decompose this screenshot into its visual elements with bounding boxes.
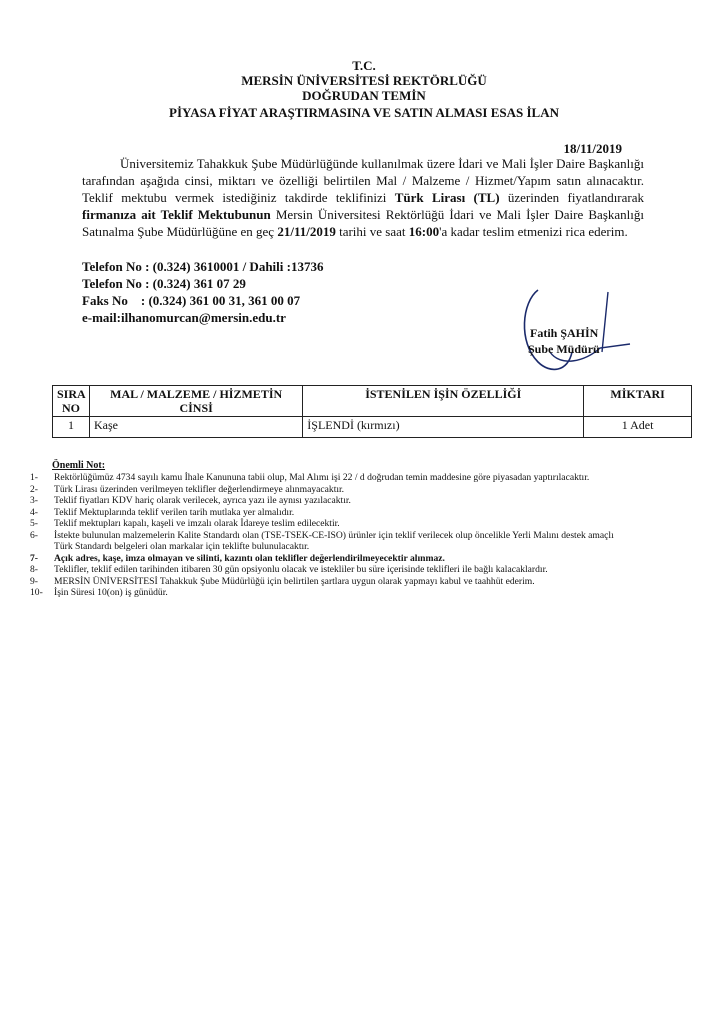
list-item: 8- Teklifler, teklif edilen tarihinden itibaren 30 gün opsiyonlu olacak ve istekliler bu süre içerisinde teklifleri ile bağlı kalacaklardır. bbox=[30, 564, 548, 575]
contact-email: e-mail:ilhanomurcan@mersin.edu.tr bbox=[82, 310, 286, 325]
cell-miktar: 1 Adet bbox=[584, 417, 692, 438]
list-item: 9- MERSİN ÜNİVERSİTESİ Tahakkuk Şube Müdürlüğü için belirtilen şartlara uygun olarak yapmayı kabul ve taahhüt ederim. bbox=[30, 575, 535, 587]
header-tc: T.C. bbox=[352, 58, 376, 73]
contact-phone-2: Telefon No : (0.324) 361 07 29 bbox=[82, 276, 246, 291]
list-item: 2- Türk Lirası üzerinden verilmeyen teklifler değerlendirmeye alınmayacaktır. bbox=[30, 483, 345, 495]
cell-sira: 1 bbox=[53, 417, 90, 438]
notes-title: Önemli Not: bbox=[52, 460, 106, 471]
signature-block bbox=[520, 282, 640, 382]
list-item: 3- Teklif fiyatları KDV hariç olarak verilecek, ayrıca yazı ile aynısı yazılacaktır. bbox=[30, 495, 351, 506]
header-ozellik: İSTENİLEN İŞİN ÖZELLİĞİ bbox=[303, 386, 584, 417]
items-table bbox=[52, 385, 692, 438]
cell-malzeme: Kaşe bbox=[90, 417, 303, 438]
header-announcement-title: PİYASA FİYAT ARAŞTIRMASINA VE SATIN ALMASI ESAS İLAN bbox=[169, 105, 559, 120]
header-malzeme: MAL / MALZEME / HİZMETİN CİNSİ bbox=[90, 386, 303, 417]
document-date: 18/11/2019 bbox=[563, 141, 622, 156]
list-item: 5- Teklif mektupları kapalı, kaşeli ve imzalı olarak İdareye teslim edilecektir. bbox=[30, 518, 340, 529]
list-item: 4- Teklif Mektuplarında teklif verilen tarih mutlaka yer almalıdır. bbox=[30, 506, 295, 518]
contact-fax: Faks No : (0.324) 361 00 31, 361 00 07 bbox=[82, 293, 301, 308]
list-item: 1- Rektörlüğümüz 4734 sayılı kamu İhale Kanununa tabii olup, Mal Alımı işi 22 / d doğrudan temin maddesine göre piyasadan yaptırılacaktır. bbox=[30, 472, 590, 483]
cell-ozellik: İŞLENDİ (kırmızı) bbox=[303, 417, 584, 438]
body-paragraph: Üniversitemiz Tahakkuk Şube Müdürlüğünde kullanılmak üzere İdari ve Mali İşler Daire Başkanlığı tarafından aşağıda cinsi, miktarı ve özelliği belirtilen Mal / Malzeme / Hizmet/Yapım satın alınacaktır. Teklif mektubu vermek istediğiniz takdirde teklifinizi Türk Lirası (TL) üzerinden fiyatlandırarak firmanıza ait Teklif Mektubunun Mersin Üniversitesi Rektörlüğü İdari ve Mali İşler Daire Başkanlığı Satınalma Şube Müdürlüğüne en geç 21/11/2019 tarihi ve saat 16:00'a kadar teslim etmenizi rica ederim. bbox=[82, 156, 645, 239]
list-item: 7- Açık adres, kaşe, imza olmayan ve silinti, kazıntı olan teklifler değerlendirilmeyecektir alınmaz. bbox=[30, 552, 445, 564]
header-sira-no: SIRA NO bbox=[53, 386, 90, 417]
signatory-title: Şube Müdürü bbox=[528, 342, 600, 356]
header-direct-procurement: DOĞRUDAN TEMİN bbox=[302, 88, 426, 103]
notes-list bbox=[30, 472, 630, 599]
header-miktar: MİKTARI bbox=[584, 386, 692, 417]
table-header-row bbox=[53, 386, 692, 417]
header-university: MERSİN ÜNİVERSİTESİ REKTÖRLÜĞÜ bbox=[241, 73, 487, 88]
contact-phone-1: Telefon No : (0.324) 3610001 / Dahili :13736 bbox=[82, 259, 324, 274]
table-row bbox=[53, 417, 692, 438]
list-item: 6- İstekte bulunulan malzemelerin Kalite Standardı olan (TSE-TSEK-CE-ISO) ürünler için teklif verilecek olup öncelikle Yerli Malını destek amaçlı Türk Standardı belgeleri olan markalar için teklifte bulunulacaktır. bbox=[30, 529, 614, 552]
signatory-name: Fatih ŞAHİN bbox=[530, 326, 599, 340]
list-item: 10- İşin Süresi 10(on) iş günüdür. bbox=[30, 587, 168, 598]
